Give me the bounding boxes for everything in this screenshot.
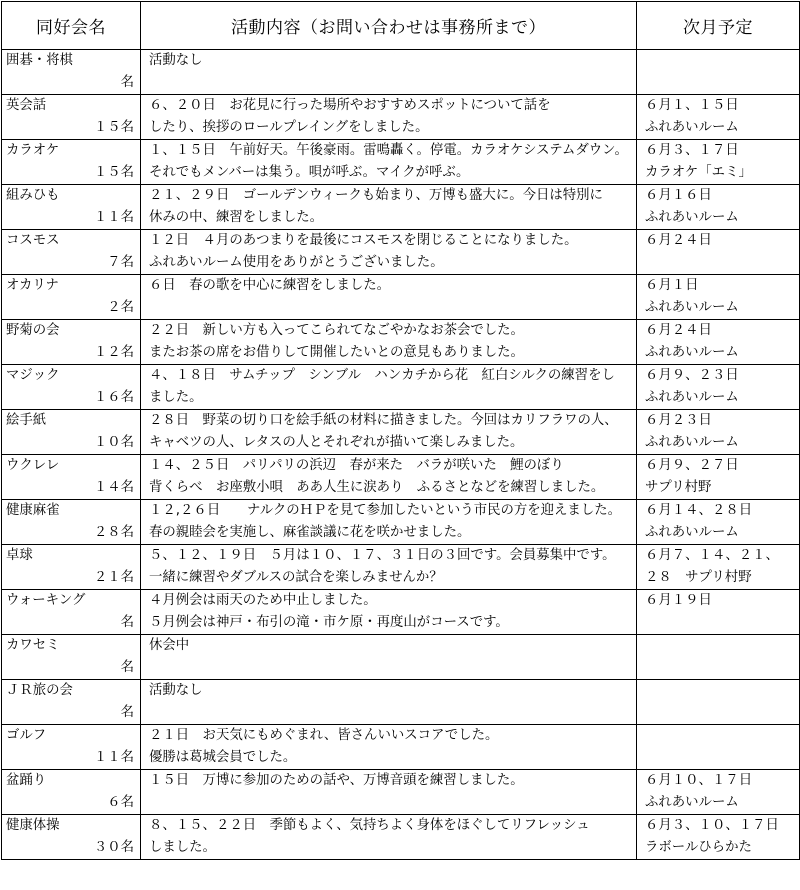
member-count: ３０名 bbox=[93, 840, 134, 855]
club-cell bbox=[2, 275, 141, 320]
activity-cell bbox=[141, 50, 637, 95]
club-name: オカリナ bbox=[6, 278, 59, 293]
club-cell bbox=[2, 680, 141, 725]
table-row bbox=[2, 770, 800, 815]
next-plan-line: ふれあいルーム bbox=[645, 525, 739, 540]
member-count: １４名 bbox=[93, 480, 134, 495]
club-name: コスモス bbox=[6, 233, 60, 248]
activity-line: ４、１８日 サムチップ シンブル ハンカチから花 紅白シルクの練習をし bbox=[149, 368, 615, 383]
activity-line: 優勝は葛城会員でした。 bbox=[149, 750, 297, 765]
table-row bbox=[2, 725, 800, 770]
next-plan-line: カラオケ「エミ」 bbox=[645, 165, 752, 180]
club-name: 絵手紙 bbox=[6, 413, 47, 428]
club-name: ウォーキング bbox=[6, 593, 86, 608]
activity-line: 背くらべ お座敷小唄 ああ人生に涙あり ふるさとなどを練習しました。 bbox=[149, 480, 605, 495]
activity-line: ５月例会は神戸・布引の滝・市ケ原・再度山がコースです。 bbox=[149, 615, 509, 630]
table-row bbox=[2, 50, 800, 95]
table-row bbox=[2, 230, 800, 275]
activity-line: ４月例会は雨天のため中止しました。 bbox=[149, 593, 377, 608]
next-plan-line: ６月２４日 bbox=[645, 233, 712, 248]
next-plan-cell bbox=[637, 635, 800, 680]
club-name: 英会話 bbox=[6, 98, 47, 113]
club-cell bbox=[2, 590, 141, 635]
club-activity-table bbox=[1, 1, 800, 860]
table-row bbox=[2, 680, 800, 725]
club-name: 健康麻雀 bbox=[6, 503, 60, 518]
activity-cell bbox=[141, 770, 637, 815]
next-plan-cell bbox=[637, 725, 800, 770]
table-row bbox=[2, 455, 800, 500]
member-count: 名 bbox=[120, 660, 134, 675]
activity-cell bbox=[141, 95, 637, 140]
activity-cell bbox=[141, 545, 637, 590]
club-name: 囲碁・将棋 bbox=[6, 53, 73, 68]
member-count: １５名 bbox=[93, 165, 134, 180]
header-activity: 活動内容（お問い合わせは事務所まで） bbox=[141, 2, 637, 50]
activity-line: それでもメンバーは集う。唄が呼ぶ。マイクが呼ぶ。 bbox=[149, 165, 470, 180]
activity-cell bbox=[141, 230, 637, 275]
activity-line: 一緒に練習やダブルスの試合を楽しみませんか？ bbox=[149, 570, 443, 585]
activity-cell bbox=[141, 140, 637, 185]
member-count: ２８名 bbox=[93, 525, 134, 540]
next-plan-line: ふれあいルーム bbox=[645, 300, 739, 315]
activity-line: ２８日 野菜の切り口を絵手紙の材料に描きました。今回はカリフラワの人、 bbox=[149, 413, 618, 428]
next-plan-cell bbox=[637, 410, 800, 455]
header-club: 同好会名 bbox=[2, 2, 141, 50]
activity-line: １、１５日 午前好天。午後豪雨。雷鳴轟く。停電。カラオケシステムダウン。 bbox=[149, 143, 628, 158]
next-plan-cell bbox=[637, 140, 800, 185]
table-row bbox=[2, 320, 800, 365]
next-plan-line: ６月９、２３日 bbox=[645, 368, 739, 383]
table-row bbox=[2, 365, 800, 410]
club-cell bbox=[2, 635, 141, 680]
club-cell bbox=[2, 50, 141, 95]
activity-line: 活動なし bbox=[149, 53, 203, 68]
activity-line: したり、挨拶のロールプレイングをしました。 bbox=[149, 120, 429, 135]
member-count: 名 bbox=[120, 75, 134, 90]
next-plan-line: ６月３、１０、１７日 bbox=[645, 818, 779, 833]
member-count: ２１名 bbox=[93, 570, 134, 585]
club-name: 卓球 bbox=[6, 548, 33, 563]
table-row bbox=[2, 95, 800, 140]
next-plan-line: ６月９、２７日 bbox=[645, 458, 739, 473]
next-plan-cell bbox=[637, 50, 800, 95]
next-plan-line: ６月７、１４、２１、 bbox=[645, 548, 779, 563]
table-row bbox=[2, 275, 800, 320]
activity-line: 休会中 bbox=[149, 638, 190, 653]
club-name: ウクレレ bbox=[6, 458, 60, 473]
club-cell bbox=[2, 185, 141, 230]
next-plan-line: ６月１０、１７日 bbox=[645, 773, 753, 788]
club-cell bbox=[2, 95, 141, 140]
next-plan-line: ６月１６日 bbox=[645, 188, 712, 203]
activity-cell bbox=[141, 410, 637, 455]
activity-line: ました。 bbox=[149, 390, 203, 405]
member-count: ７名 bbox=[107, 255, 134, 270]
member-count: １２名 bbox=[93, 345, 134, 360]
club-name: ＪＲ旅の会 bbox=[6, 683, 73, 698]
activity-cell bbox=[141, 680, 637, 725]
activity-cell bbox=[141, 725, 637, 770]
header-next: 次月予定 bbox=[637, 2, 800, 50]
next-plan-line: ６月３、１７日 bbox=[645, 143, 739, 158]
next-plan-cell bbox=[637, 365, 800, 410]
member-count: 名 bbox=[120, 705, 134, 720]
table-row bbox=[2, 410, 800, 455]
club-cell bbox=[2, 320, 141, 365]
table-row bbox=[2, 185, 800, 230]
activity-line: ８、１５、２２日 季節もよく、気持ちよく身体をほぐしてリフレッシュ bbox=[149, 818, 590, 833]
club-cell bbox=[2, 545, 141, 590]
activity-line: ふれあいルーム使用をありがとうございました。 bbox=[149, 255, 444, 270]
club-cell bbox=[2, 725, 141, 770]
next-plan-line: ふれあいルーム bbox=[645, 390, 739, 405]
member-count: １０名 bbox=[93, 435, 134, 450]
table-row bbox=[2, 140, 800, 185]
next-plan-cell bbox=[637, 815, 800, 860]
activity-line: ２２日 新しい方も入ってこられてなごやかなお茶会でした。 bbox=[149, 323, 524, 338]
next-plan-cell bbox=[637, 770, 800, 815]
activity-line: ６日 春の歌を中心に練習をしました。 bbox=[149, 278, 391, 293]
club-cell bbox=[2, 230, 141, 275]
next-plan-cell bbox=[637, 275, 800, 320]
club-cell bbox=[2, 410, 141, 455]
activity-line: １５日 万博に参加のための話や、万博音頭を練習しました。 bbox=[149, 773, 524, 788]
activity-line: 春の親睦会を実施し、麻雀談議に花を咲かせました。 bbox=[149, 525, 471, 540]
next-plan-line: ６月１９日 bbox=[645, 593, 712, 608]
activity-line: しました。 bbox=[149, 840, 216, 855]
next-plan-cell bbox=[637, 590, 800, 635]
activity-line: ２１、２９日 ゴールデンウィークも始まり、万博も盛大に。今日は特別に bbox=[149, 188, 603, 203]
activity-cell bbox=[141, 500, 637, 545]
club-name: 組みひも bbox=[6, 188, 60, 203]
next-plan-line: ６月１日 bbox=[645, 278, 699, 293]
club-name: ゴルフ bbox=[6, 728, 47, 743]
table-row bbox=[2, 815, 800, 860]
activity-line: キャベツの人、レタスの人とそれぞれが描いて楽しみました。 bbox=[149, 435, 524, 450]
activity-line: １２,２６日 ナルクのＨＰを見て参加したいという市民の方を迎えました。 bbox=[149, 503, 621, 518]
activity-cell bbox=[141, 635, 637, 680]
next-plan-line: ふれあいルーム bbox=[645, 795, 739, 810]
member-count: １６名 bbox=[93, 390, 134, 405]
club-name: カラオケ bbox=[6, 143, 60, 158]
header-row bbox=[2, 2, 800, 50]
table-row bbox=[2, 545, 800, 590]
activity-cell bbox=[141, 185, 637, 230]
activity-line: 休みの中、練習をしました。 bbox=[149, 210, 324, 225]
next-plan-line: ふれあいルーム bbox=[645, 210, 739, 225]
club-cell bbox=[2, 455, 141, 500]
member-count: １５名 bbox=[93, 120, 134, 135]
next-plan-cell bbox=[637, 545, 800, 590]
next-plan-line: ６月２４日 bbox=[645, 323, 712, 338]
next-plan-cell bbox=[637, 185, 800, 230]
next-plan-line: ２８ サプリ村野 bbox=[645, 570, 752, 585]
next-plan-cell bbox=[637, 680, 800, 725]
next-plan-cell bbox=[637, 500, 800, 545]
member-count: ２名 bbox=[107, 300, 134, 315]
activity-cell bbox=[141, 320, 637, 365]
next-plan-cell bbox=[637, 230, 800, 275]
activity-cell bbox=[141, 815, 637, 860]
next-plan-line: ６月１４、２８日 bbox=[645, 503, 753, 518]
table-row bbox=[2, 500, 800, 545]
activity-line: ５、１２、１９日 ５月は１０、１７、３１日の３回です。会員募集中です。 bbox=[149, 548, 616, 563]
member-count: 名 bbox=[120, 615, 134, 630]
club-name: マジック bbox=[6, 368, 60, 383]
activity-line: １４、２５日 パリパリの浜辺 春が来た バラが咲いた 鯉のぼり bbox=[149, 458, 564, 473]
next-plan-cell bbox=[637, 455, 800, 500]
member-count: １１名 bbox=[93, 750, 134, 765]
next-plan-line: ６月１、１５日 bbox=[645, 98, 739, 113]
club-name: 野菊の会 bbox=[6, 323, 60, 338]
next-plan-line: ふれあいルーム bbox=[645, 120, 739, 135]
club-name: カワセミ bbox=[6, 638, 60, 653]
member-count: １１名 bbox=[93, 210, 134, 225]
next-plan-line: サプリ村野 bbox=[645, 480, 712, 495]
club-cell bbox=[2, 815, 141, 860]
activity-line: またお茶の席をお借りして開催したいとの意見もありました。 bbox=[149, 345, 524, 360]
club-cell bbox=[2, 365, 141, 410]
activity-cell bbox=[141, 590, 637, 635]
club-cell bbox=[2, 140, 141, 185]
club-name: 盆踊り bbox=[6, 773, 47, 788]
activity-cell bbox=[141, 365, 637, 410]
member-count: ６名 bbox=[107, 795, 134, 810]
club-cell bbox=[2, 770, 141, 815]
next-plan-line: ６月２３日 bbox=[645, 413, 712, 428]
activity-line: ２１日 お天気にもめぐまれ、皆さんいいスコアでした。 bbox=[149, 728, 499, 743]
next-plan-cell bbox=[637, 320, 800, 365]
table-row bbox=[2, 590, 800, 635]
activity-cell bbox=[141, 275, 637, 320]
next-plan-line: ラボールひらかた bbox=[645, 840, 752, 855]
next-plan-cell bbox=[637, 95, 800, 140]
activity-line: ６、２０日 お花見に行った場所やおすすめスポットについて話を bbox=[149, 98, 551, 113]
club-name: 健康体操 bbox=[6, 818, 60, 833]
club-cell bbox=[2, 500, 141, 545]
activity-cell bbox=[141, 455, 637, 500]
activity-line: １２日 ４月のあつまりを最後にコスモスを閉じることになりました。 bbox=[149, 233, 578, 248]
activity-line: 活動なし bbox=[149, 683, 203, 698]
table-row bbox=[2, 635, 800, 680]
next-plan-line: ふれあいルーム bbox=[645, 435, 739, 450]
next-plan-line: ふれあいルーム bbox=[645, 345, 739, 360]
